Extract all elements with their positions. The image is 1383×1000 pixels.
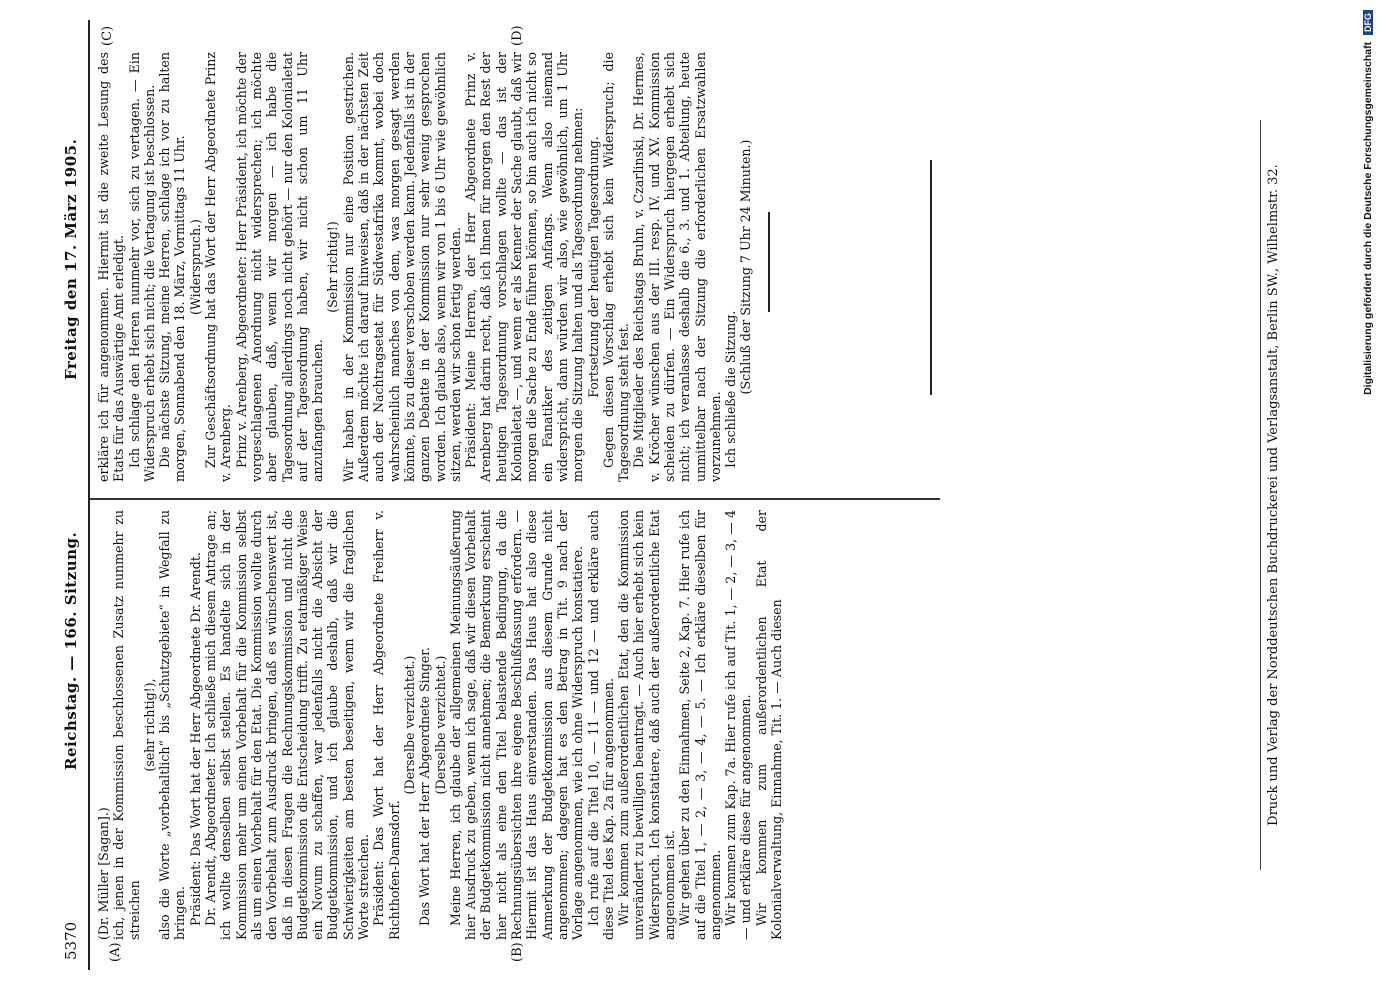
paragraph: Ich schließe die Sitzung. <box>723 310 739 468</box>
paragraph: (Schluß der Sitzung 7 Uhr 24 Minuten.) <box>738 139 754 395</box>
paragraph: Wir kommen zum Kap. 7a. Hier rufe ich auf Tit. 1, — 2, — 3, — 4 — und erkläre diese für angenommen. <box>723 510 754 940</box>
paragraph: Gegen diesen Vorschlag erhebt sich kein Widerspruch; die Tagesordnung steht fest. <box>600 52 632 482</box>
paragraph: Prinz v. Arenberg, Abgeordneter: Herr Präsident, ich möchte der vorgeschlagenen Anordnung nicht widersprechen; ich möchte aber glauben, daß, wenn wir morgen — ich habe die Tagesordnung allerdings noch nicht gehört — nur den Kolonialetat auf der Tagesordnung haben, wir nicht schon um 11 Uhr anzufangen brauchen. <box>233 52 326 482</box>
margin-mark-d: (D) <box>510 25 525 46</box>
paragraph: Die nächste Sitzung, meine Herren, schlage ich vor zu halten morgen, Sonnabend den 18. März, Vormittags 11 Uhr. <box>157 52 188 482</box>
margin-mark-b: (B) <box>510 942 525 962</box>
margin-mark-a: (A) <box>108 942 123 962</box>
closing-rule <box>768 212 770 312</box>
end-rule <box>930 160 932 395</box>
paragraph: (Sehr richtig!) <box>325 221 341 313</box>
digitization-strip <box>1362 10 1380 990</box>
paragraph: (sehr richtig!), <box>141 678 157 772</box>
paragraph: Wir kommen zum außerordentlichen Etat, den die Kommission unverändert zu bewilligen beantragt. — Auch hier erhebt sich kein Widerspruch. Ich konstatiere, daß auch der außerordentliche Etat angenommen ist. <box>616 510 677 940</box>
running-header <box>60 20 86 970</box>
dfg-logo: DFG <box>1363 10 1373 35</box>
paragraph: Meine Herren, ich glaube der allgemeinen Meinungsäußerung hier Ausdruck zu geben, wenn ich sage, daß wir diesen Vorbehalt der Budgetkommission nicht annehmen; die Bemerkung erscheint hier nicht als eine den Titel belastende Bedingung, da die Rechnungsübersichten ihre eigene Beschlußfassung erfordern. — Hiermit ist das Haus einverstanden. Das Haus hat also diese Anmerkung der Budgetkommission aus diesem Grunde nicht angenommen; dagegen hat es den Betrag in Tit. 9 nach der Vorlage angenommen, wie ich ohne Widerspruch konstatiere. <box>447 510 586 940</box>
paragraph: (Dr. Müller [Sagan].) <box>96 807 111 940</box>
rotated-print-sheet <box>30 20 1350 970</box>
right-column <box>96 52 770 482</box>
paragraph: (Widerspruch.) <box>187 219 203 315</box>
footer-rule <box>1260 120 1261 870</box>
paragraph: ich, jenen in der Kommission beschlossenen Zusatz nunmehr zu streichen <box>111 510 142 940</box>
paragraph: Wir haben in der Kommission nur eine Position gestrichen. Außerdem möchte ich darauf hinweisen, daß in der nächsten Zeit auch der Nachtragsetat für Südwestafrika kommt, wobei doch wahrscheinlich manches von dem, was morgen gesagt werden könnte, bis zu dieser verschoben werden kann. Jedenfalls ist in der ganzen Debatte in der Kommission nur sehr wenig gesprochen worden. Ich glaube also, wenn wir von 1 bis 6 Uhr wie gewöhnlich sitzen, werden wir schon fertig werden. <box>340 52 463 482</box>
paragraph: erkläre ich für angenommen. Hiermit ist die zweite Lesung des Etats für das Auswärtige Amt erledigt. <box>96 52 127 482</box>
paragraph: Ich rufe auf die Titel 10, — 11 — und 12 — und erkläre auch diese Titel des Kap. 2a für angenommen. <box>585 510 616 940</box>
header-session: Reichstag. — 166. Sitzung. <box>62 531 80 770</box>
paragraph: (Derselbe verzichtet.) <box>432 655 448 795</box>
column-divider <box>90 498 940 500</box>
paragraph: Dr. Arendt, Abgeordneter: Ich schließe mich diesem Antrage an; ich wollte denselben selbst stellen. Es handelte sich in der Kommission mehr um einen Vorbehalt für die Kommission selbst als um einen Vorbehalt für den Etat. Die Kommission wollte durch den Vorbehalt zum Ausdruck bringen, daß es wünschenswert ist, daß in diesen Fragen die Rechnungskommission und nicht die Budgetkommission die Entscheidung trifft. Zu etatmäßiger Weise ein Novum zu schaffen, war jedenfalls nicht die Absicht der Budgetkommission, und ich glaube deshalb, daß wir die Schwierigkeiten am besten beseitigen, wenn wir die fraglichen Worte streichen. <box>203 510 372 940</box>
paragraph: Fortsetzung der heutigen Tagesordnung. <box>585 136 601 398</box>
margin-mark-c: (C) <box>100 25 115 46</box>
paragraph: Ich schlage den Herren nunmehr vor, sich zu vertagen. — Ein Widerspruch erhebt sich nicht; die Vertagung ist beschlossen. <box>126 52 157 482</box>
left-column <box>96 510 784 940</box>
paragraph: Zur Geschäftsordnung hat das Wort der Herr Abgeordnete Prinz v. Arenberg. <box>203 52 234 482</box>
paragraph: Präsident: Das Wort hat der Herr Abgeordnete Freiherr v. Richthofen-Damsdorf. <box>371 510 402 940</box>
paragraph: Wir gehen über zu den Einnahmen, Seite 2, Kap. 7. Hier rufe ich auf die Titel 1, — 2, — 3, — 4, — 5. — Ich erkläre dieselben für angenommen. <box>677 510 723 940</box>
header-date: Freitag den 17. März 1905. <box>62 138 80 380</box>
paragraph: Präsident: Das Wort hat der Herr Abgeordnete Dr. Arendt. <box>187 552 203 926</box>
paragraph: Wir kommen zum außerordentlichen Etat der Kolonialverwaltung, Einnahme, Tit. 1. — Auch diesen <box>753 510 785 940</box>
imprint-footer: Druck und Verlag der Norddeutschen Buchdruckerei und Verlagsanstalt, Berlin SW., Wilhelmstr. 32. <box>1266 164 1281 826</box>
header-rule <box>88 20 90 970</box>
paragraph: Die Mitglieder des Reichstags Bruhn, v. Czarlinski, Dr. Hermes, v. Kröcher wünschen aus der III. resp. IV. und XV. Kommission scheiden zu dürfen. — Ein Widerspruch hiergegen erhebt sich nicht; ich veranlasse deshalb die 6., 3. und 1. Abteilung, heute unmittelbar nach der Sitzung die erforderlichen Ersatzwahlen vorzunehmen. <box>631 52 723 482</box>
digitization-note: Digitalisierung gefördert durch die Deutsche Forschungsgemeinschaft <box>1362 41 1374 395</box>
paragraph: (Derselbe verzichtet.) <box>401 655 417 795</box>
paragraph: Präsident: Meine Herren, der Herr Abgeordnete Prinz v. Arenberg hat darin recht, daß ich Ihnen für morgen den Rest der heutigen Tagesordnung vorschlagen wollte — das ist der Kolonialetat —, und wenn er als Kenner der Sache glaubt, daß wir morgen die Sache zu Ende führen können, so bin auch ich nicht so ein Fanatiker des zeitigen Anfangs. Wenn also niemand widerspricht, dann würden wir also, wie gewöhnlich, um 1 Uhr morgen die Sitzung halten und als Tagesordnung nehmen: <box>463 52 586 482</box>
paragraph: Das Wort hat der Herr Abgeordnete Singer. <box>417 647 433 926</box>
page-number: 5370 <box>62 921 80 960</box>
paragraph: also die Worte „vorbehaltlich“ bis „Schutzgebiete“ in Wegfall zu bringen. <box>157 510 188 940</box>
